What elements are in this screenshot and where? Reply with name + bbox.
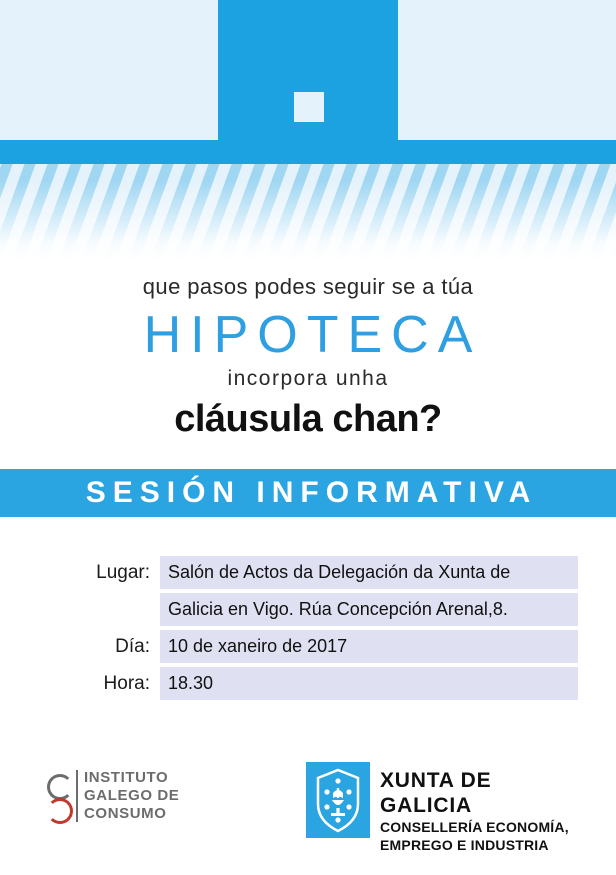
igc-line-2: GALEGO DE — [84, 787, 180, 804]
detail-label-dia: Día: — [115, 636, 150, 657]
headline-hipoteca: HIPOTECA — [143, 306, 482, 364]
xunta-subtitle-1: CONSELLERÍA ECONOMÍA, — [380, 819, 569, 835]
instituto-galego-consumo-logo — [46, 770, 216, 832]
logos-block — [0, 752, 616, 852]
detail-value-lugar-line1: Salón de Actos da Delegación da Xunta de — [160, 556, 578, 589]
xunta-title: XUNTA DE GALICIA — [380, 769, 492, 817]
headline-clausula-chan: cláusula chan? — [174, 398, 442, 440]
detail-value-hora: 18.30 — [160, 667, 578, 700]
detail-value-dia: 10 de xaneiro de 2017 — [160, 630, 578, 663]
xunta-subtitle-2: EMPREGO E INDUSTRIA — [380, 837, 549, 853]
igc-line-3: CONSUMO — [84, 805, 167, 822]
detail-row-dia — [0, 630, 616, 663]
house-window-icon — [288, 86, 330, 128]
fade-overlay — [0, 180, 616, 262]
igc-arc-bottom-icon — [47, 798, 73, 824]
session-banner — [0, 469, 616, 517]
headline-line-3: incorpora unha — [227, 367, 389, 390]
detail-row-hora — [0, 667, 616, 700]
xunta-shield-icon — [306, 762, 370, 838]
detail-row-lugar-cont — [0, 593, 616, 626]
horizontal-band — [0, 140, 616, 164]
xunta-de-galicia-logo — [306, 762, 576, 853]
igc-arc-top-icon — [47, 774, 73, 800]
igc-divider — [76, 770, 78, 822]
xunta-wordmark — [380, 768, 576, 854]
headline-block — [0, 272, 616, 443]
detail-label-lugar: Lugar: — [96, 562, 150, 583]
headline-line-1: que pasos podes seguir se a túa — [142, 274, 474, 299]
detail-value-lugar-line2: Galicia en Vigo. Rúa Concepción Arenal,8. — [160, 593, 578, 626]
igc-wordmark — [84, 769, 179, 823]
detail-label-hora: Hora: — [103, 673, 150, 694]
igc-line-1: INSTITUTO — [84, 769, 169, 786]
detail-row-lugar — [0, 556, 616, 589]
session-banner-label: SESIÓN INFORMATIVA — [85, 476, 538, 509]
igc-mark-icon — [46, 774, 72, 826]
hero-illustration — [0, 0, 616, 262]
details-block — [0, 556, 616, 704]
